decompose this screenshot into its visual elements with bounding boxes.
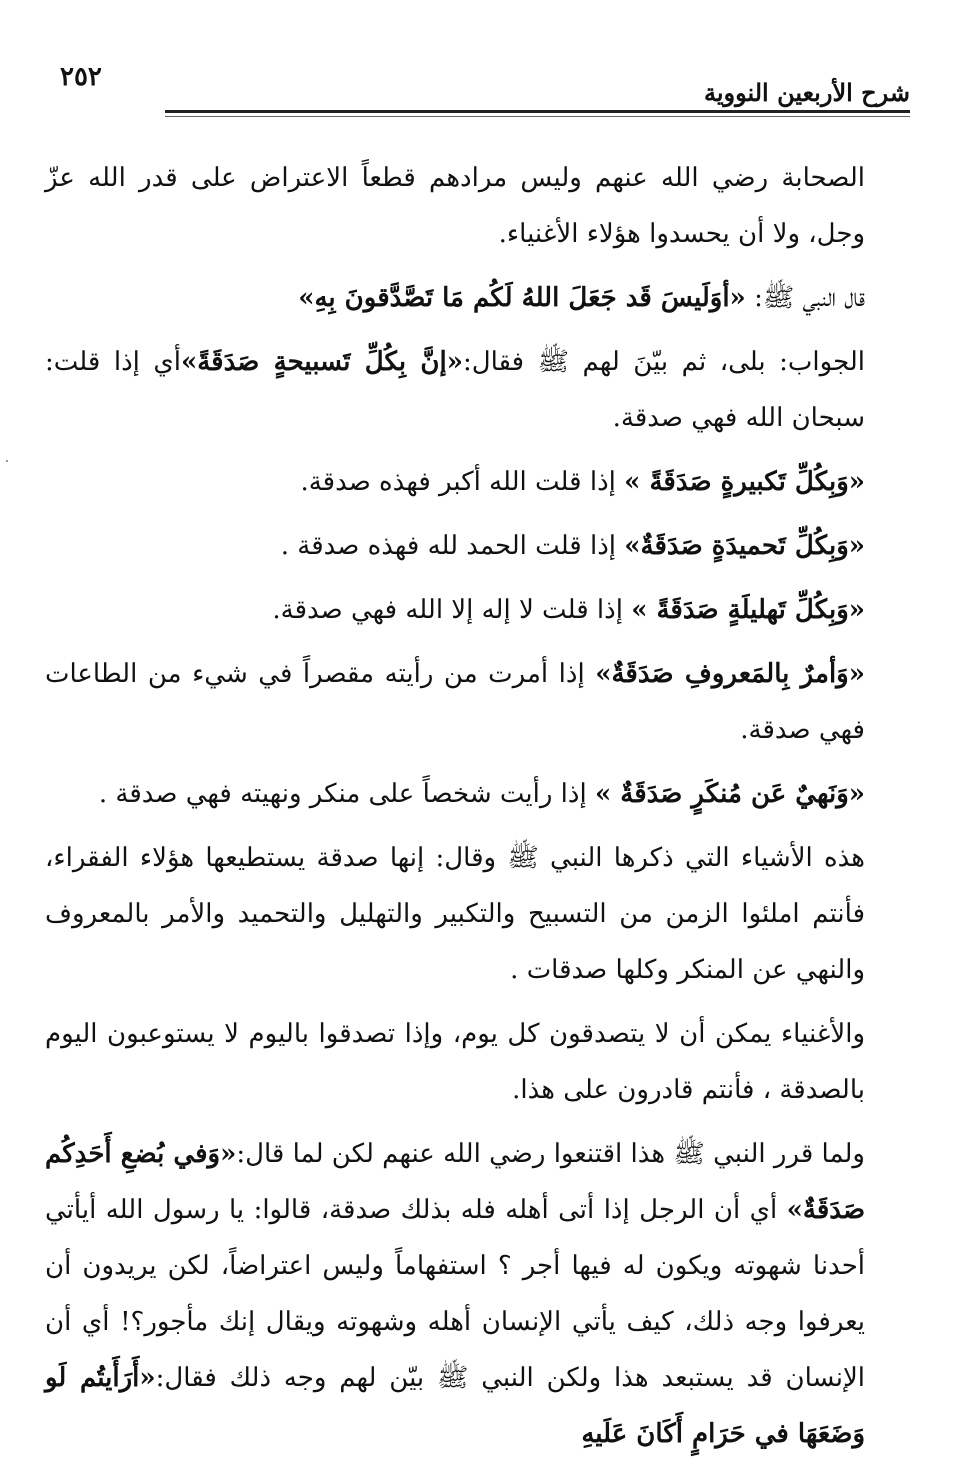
paragraph	[45, 270, 865, 326]
paragraph	[45, 766, 865, 822]
body-text: الجواب: بلى، ثم بيّنَ لهم ﷺ فقال:	[462, 347, 865, 377]
body-text: إذا قلت لا إله إلا الله فهي صدقة.	[272, 595, 632, 625]
paragraph	[45, 582, 865, 638]
header-rule-thin	[165, 116, 910, 117]
page-number: ٢٥٢	[60, 62, 102, 92]
paragraph	[45, 1126, 865, 1462]
hadith-quote: «وَأمرٌ بِالمَعروفِ صَدَقَةٌ»	[595, 659, 865, 689]
running-title: شرح الأربعين النووية	[703, 78, 910, 107]
page-body	[45, 150, 865, 1470]
body-text: الصحابة رضي الله عنهم وليس مرادهم قطعاً الاعتراض على قدر الله عزّ وجل، ولا أن يحسدوا هؤلاء الأغنياء.	[45, 163, 865, 249]
body-text: إذا قلت الله أكبر فهذه صدقة.	[300, 467, 625, 497]
body-text: إذا رأيت شخصاً على منكر ونهيته فهي صدقة .	[98, 779, 595, 809]
paragraph	[45, 454, 865, 510]
hadith-quote: «وَفي بُضعِ أَحَدِكُم صَدَقَةٌ»	[45, 1139, 866, 1225]
page-header	[60, 60, 910, 120]
hadith-quote: «إنَّ بِكُلِّ تَسبيحةٍ صَدَقَةً»	[180, 347, 463, 377]
paragraph	[45, 150, 865, 262]
body-text: ولما قرر النبي ﷺ هذا اقتنعوا رضي الله عنهم لكن لما قال:	[236, 1139, 865, 1169]
paragraph	[45, 1006, 865, 1118]
paragraph	[45, 830, 865, 998]
hadith-quote: «وَبِكُلِّ تَهليلَةٍ صَدَقَةً »	[631, 595, 865, 625]
body-text: قال النبي ﷺ:	[745, 283, 865, 313]
body-text: والأغنياء يمكن أن لا يتصدقون كل يوم، وإذا تصدقوا باليوم لا يستوعبون اليوم بالصدقة ، فأنتم قادرون على هذا.	[45, 1019, 865, 1105]
hadith-quote: «أوَلَيسَ قَد جَعَلَ اللهُ لَكُم مَا تَصَّدَّقونَ بِهِ»	[298, 283, 746, 313]
header-rule	[165, 110, 910, 113]
hadith-quote: «وَبِكُلِّ تَكبيرةٍ صَدَقَةً »	[624, 467, 865, 497]
hadith-quote: «وَنَهيٌ عَن مُنكَرٍ صَدَقَةٌ »	[594, 779, 865, 809]
paragraph	[45, 518, 865, 574]
paragraph	[45, 334, 865, 446]
margin-mark	[6, 460, 8, 462]
body-text: أي إذا قلت: سبحان الله فهي صدقة.	[45, 347, 865, 433]
body-text: إذا أمرت من رأيته مقصراً في شيء من الطاعات فهي صدقة.	[45, 659, 865, 745]
paragraph	[45, 646, 865, 758]
hadith-quote: «أَرَأَيتُم لَو وَضَعَهَا في حَرَامٍ أَكَانَ عَلَيهِ	[45, 1363, 865, 1449]
hadith-quote: «وَبِكُلِّ تَحميدَةٍ صَدَقَةٌ»	[624, 531, 865, 561]
body-text: أي أن الرجل إذا أتى أهله فله بذلك صدقة، قالوا: يا رسول الله أيأتي أحدنا شهوته ويكون له فيها أجر ؟ استفهاماً وليس اعتراضاً، لكن يريدون أن يعرفوا وجه ذلك، كيف يأتي الإنسان أهله وشهوته ويقال إنك مأجور؟! أي أن الإنسان قد يستبعد هذا ولكن النبي ﷺ بيّن لهم وجه ذلك فقال:	[45, 1195, 866, 1393]
body-text: إذا قلت الحمد لله فهذه صدقة .	[280, 531, 625, 561]
body-text: هذه الأشياء التي ذكرها النبي ﷺ وقال: إنها صدقة يستطيعها هؤلاء الفقراء، فأنتم املئوا الزمن من التسبيح والتكبير والتهليل والتحميد والأمر بالمعروف والنهي عن المنكر وكلها صدقات .	[45, 843, 865, 985]
